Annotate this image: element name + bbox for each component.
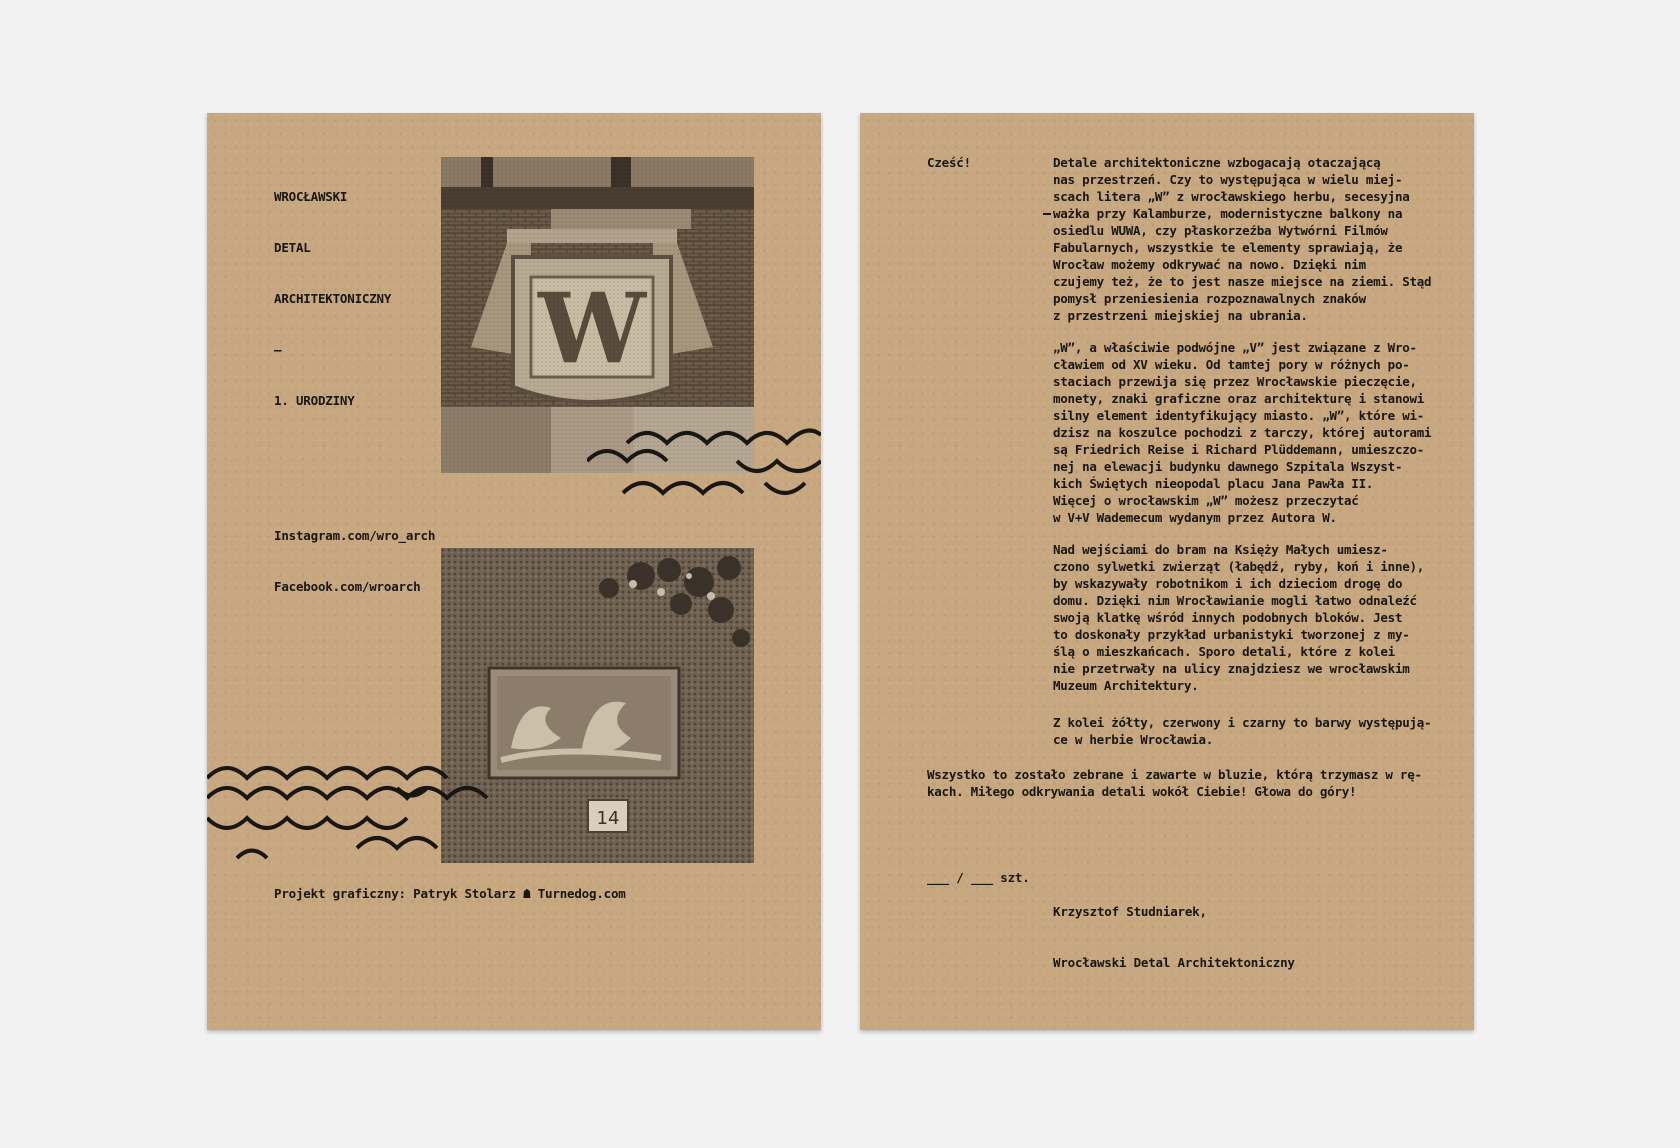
greeting: Cześć! xyxy=(927,155,971,170)
title-line: DETAL xyxy=(274,240,311,255)
text-line: scach litera „W” z wrocławskiego herbu, secesyjna xyxy=(1053,189,1410,204)
text-line: ślą o mieszkańcach. Sporo detali, które z kolei xyxy=(1053,644,1395,659)
title-line: ARCHITEKTONICZNY xyxy=(274,291,392,306)
text-line: by wskazywały robotnikom i ich dzieciom drogę do xyxy=(1053,576,1403,591)
text-line: silny element identyfikujący miasto. „W”, które wi- xyxy=(1053,408,1425,423)
text-line: Fabularnych, wszystkie te elementy sprawiają, że xyxy=(1053,240,1403,255)
social-links xyxy=(274,493,435,629)
paragraph-2 xyxy=(1053,339,1432,526)
text-line: czono sylwetki zwierząt (łabędź, ryby, koń i inne), xyxy=(1053,559,1425,574)
text-line: staciach przewija się przez Wrocławskie pieczęcie, xyxy=(1053,374,1417,389)
text-line: dzisz na koszulce pochodzi z tarczy, której autorami xyxy=(1053,425,1432,440)
wave-pattern-icon xyxy=(587,413,821,513)
text-line: Muzeum Architektury. xyxy=(1053,678,1199,693)
event-title xyxy=(274,154,391,443)
text-line: swoją klatkę wśród innych podobnych bloków. Jest xyxy=(1053,610,1403,625)
edition-count: ___ / ___ szt. xyxy=(927,870,1030,885)
paragraph-4 xyxy=(1053,714,1432,748)
instagram-link[interactable]: Instagram.com/wro_arch xyxy=(274,528,436,543)
text-line: osiedlu WUWA, czy płaskorzeźba Wytwórni Filmów xyxy=(1053,223,1388,238)
facebook-link[interactable]: Facebook.com/wroarch xyxy=(274,579,421,594)
text-line: Więcej o wrocławskim „W” możesz przeczytać xyxy=(1053,493,1359,508)
title-line: – xyxy=(274,342,282,357)
left-flyer xyxy=(207,113,821,1030)
text-line: Nad wejściami do bram na Księży Małych umiesz- xyxy=(1053,542,1388,557)
paragraph-3 xyxy=(1053,541,1425,694)
closing-paragraph xyxy=(927,766,1427,800)
text-line: to doskonały przykład urbanistyki tworzonej z my- xyxy=(1053,627,1410,642)
text-line: ce w herbie Wrocławia. xyxy=(1053,732,1214,747)
wave-pattern-icon xyxy=(207,758,507,868)
text-line: ważka przy Kalamburze, modernistyczne balkony na xyxy=(1053,206,1403,221)
design-credit: Projekt graficzny: Patryk Stolarz ☗ Turnedog.com xyxy=(274,886,626,901)
text-line: Wszystko to zostało zebrane i zawarte w bluzie, którą trzymasz w rę- xyxy=(927,767,1422,782)
paragraph-1 xyxy=(1053,154,1432,324)
text-line: w V+V Wademecum wydanym przez Autora W. xyxy=(1053,510,1337,525)
title-line: WROCŁAWSKI xyxy=(274,189,348,204)
svg-text:14: 14 xyxy=(596,808,620,829)
text-line: Z kolei żółty, czerwony i czarny to barwy występują- xyxy=(1053,715,1432,730)
text-line: kich Świętych nieopodal placu Jana Pawła II. xyxy=(1053,476,1374,491)
text-line: pomysł przeniesienia rozpoznawalnych znaków xyxy=(1053,291,1366,306)
right-flyer xyxy=(860,113,1474,1030)
text-line: domu. Dzięki nim Wrocławianie mogli łatwo odnaleźć xyxy=(1053,593,1417,608)
text-line: monety, znaki graficzne oraz architekturę i stanowi xyxy=(1053,391,1425,406)
text-line: Detale architektoniczne wzbogacają otaczającą xyxy=(1053,155,1381,170)
text-line: „W”, a właściwie podwójne „V” jest związane z Wro- xyxy=(1053,340,1417,355)
title-line: 1. URODZINY xyxy=(274,393,355,408)
text-line: cławiem od XV wieku. Od tamtej pory w różnych po- xyxy=(1053,357,1410,372)
signature-org: Wrocławski Detal Architektoniczny xyxy=(1053,955,1295,970)
signature-name: Krzysztof Studniarek, xyxy=(1053,904,1207,919)
text-line: są Friedrich Reise i Richard Plüddemann, umieszczo- xyxy=(1053,442,1425,457)
text-line: kach. Miłego odkrywania detali wokół Ciebie! Głowa do góry! xyxy=(927,784,1357,799)
text-line: nie przetrwały na ulicy znajdziesz we wrocławskim xyxy=(1053,661,1410,676)
text-line: Wrocław możemy odkrywać na nowo. Dzięki nim xyxy=(1053,257,1366,272)
text-line: nej na elewacji budynku dawnego Szpitala Wszyst- xyxy=(1053,459,1403,474)
text-line: z przestrzeni miejskiej na ubrania. xyxy=(1053,308,1308,323)
text-line: nas przestrzeń. Czy to występująca w wielu miej- xyxy=(1053,172,1403,187)
signature xyxy=(1053,869,1295,1005)
text-line: czujemy też, że to jest nasze miejsce na ziemi. Stąd xyxy=(1053,274,1432,289)
fold-mark xyxy=(1043,213,1051,215)
